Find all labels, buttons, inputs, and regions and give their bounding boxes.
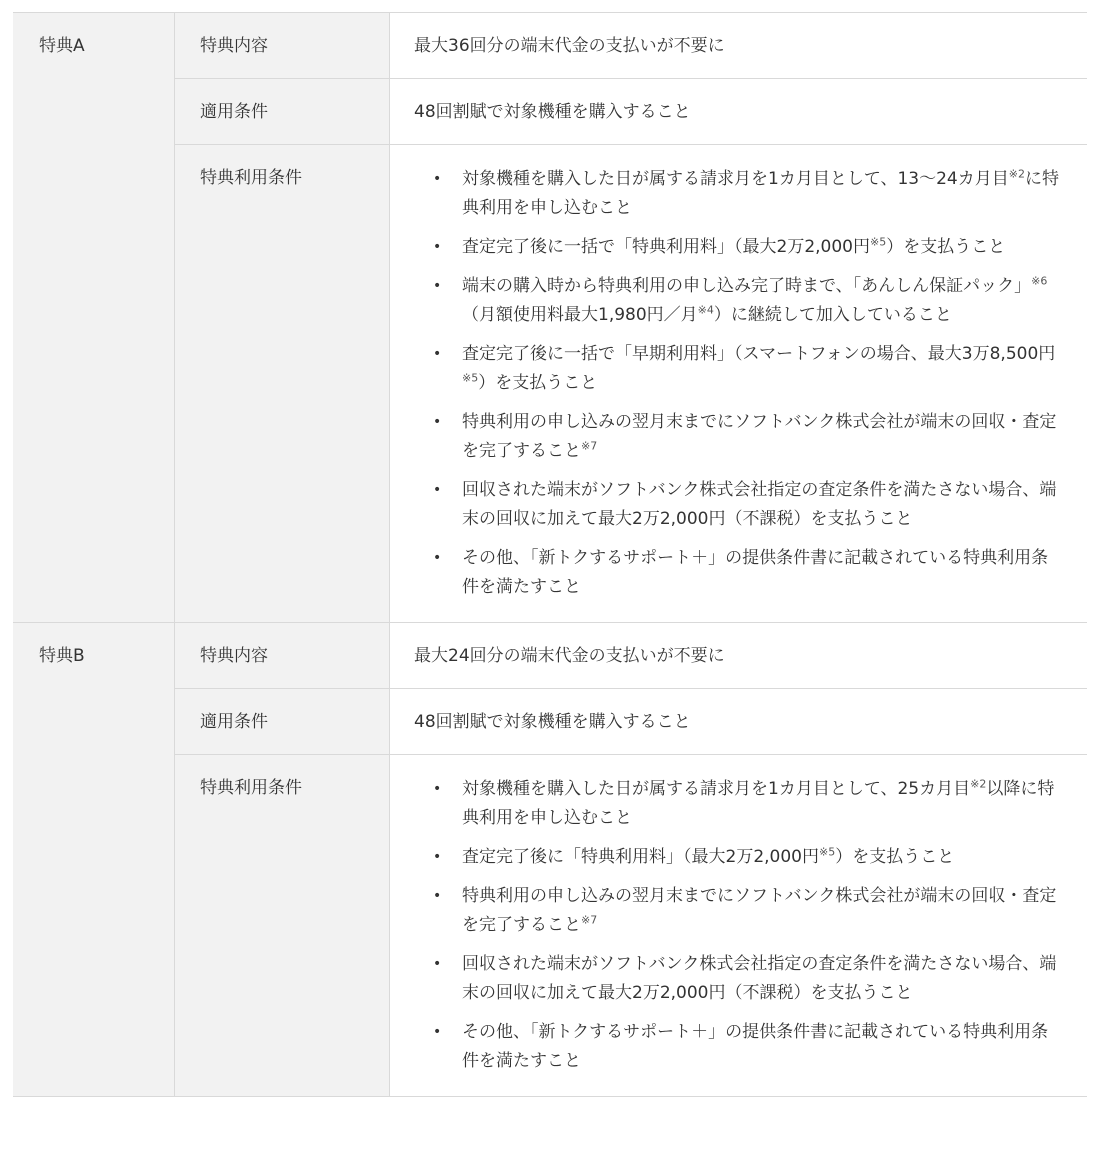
list-item-text: 特典利用の申し込みの翌月末までにソフトバンク株式会社が端末の回収・査定を完了すること (462, 412, 1057, 461)
list-item-text: ）を支払うこと (835, 847, 955, 867)
list-item-text: 対象機種を購入した日が属する請求月を1カ月目として、25カ月目 (462, 779, 971, 799)
row-label: 特典内容 (175, 13, 390, 78)
list-item-text: （月額使用料最大1,980円／月 (462, 305, 698, 325)
list-item (414, 882, 1063, 940)
usage-condition-list (414, 775, 1063, 1076)
list-item (414, 272, 1063, 330)
list-item-text: ）を支払うこと (886, 237, 1006, 257)
list-item-text: 査定完了後に一括で「早期利用料」（スマートフォンの場合、最大3万8,500円 (462, 344, 1056, 364)
list-item-text: 特典利用の申し込みの翌月末までにソフトバンク株式会社が端末の回収・査定を完了すること (462, 886, 1057, 935)
list-item (414, 233, 1063, 262)
row-value (390, 755, 1087, 1096)
list-item-text: その他、「新トクするサポート＋」の提供条件書に記載されている特典利用条件を満たすこと (462, 1022, 1049, 1071)
usage-condition-row (175, 755, 1087, 1096)
list-item-text: 査定完了後に「特典利用料」（最大2万2,000円 (462, 847, 819, 867)
row-label: 特典利用条件 (175, 755, 390, 1096)
list-item (414, 843, 1063, 872)
usage-condition-row (175, 145, 1087, 622)
list-item-text: ）を支払うこと (478, 373, 598, 393)
footnote-ref: ※7 (581, 439, 598, 453)
row-value: 48回割賦で対象機種を購入すること (414, 102, 691, 122)
list-item (414, 340, 1063, 398)
list-item-text: 対象機種を購入した日が属する請求月を1カ月目として、13〜24カ月目 (462, 169, 1009, 189)
list-item-text: 以降に特典利用を申し込むこと (462, 779, 1055, 828)
footnote-ref: ※5 (462, 371, 479, 385)
row-label: 特典内容 (175, 623, 390, 688)
apply-condition-row (175, 689, 1087, 755)
footnote-ref: ※5 (818, 845, 836, 859)
benefit-group-b (13, 623, 1087, 1096)
benefit-group-label: 特典A (13, 13, 175, 622)
row-label: 適用条件 (175, 79, 390, 144)
list-item (414, 476, 1063, 534)
list-item (414, 408, 1063, 466)
list-item (414, 1018, 1063, 1076)
benefit-content-row (175, 623, 1087, 689)
list-item-text: ）に継続して加入していること (713, 305, 952, 325)
footnote-ref: ※5 (869, 235, 887, 249)
row-value: 最大36回分の端末代金の支払いが不要に (414, 36, 725, 56)
list-item-text: に特典利用を申し込むこと (462, 169, 1059, 218)
apply-condition-row (175, 79, 1087, 145)
row-value (390, 145, 1087, 622)
footnote-ref: ※7 (581, 913, 598, 927)
list-item-text: 端末の購入時から特典利用の申し込み完了時まで、「あんしん保証パック」 (462, 276, 1032, 296)
list-item (414, 165, 1063, 223)
footnote-ref: ※2 (1008, 167, 1025, 181)
footnote-ref: ※4 (697, 303, 714, 317)
benefit-content-row (175, 13, 1087, 79)
benefit-group-a (13, 13, 1087, 623)
list-item (414, 544, 1063, 602)
usage-condition-list (414, 165, 1063, 602)
list-item (414, 950, 1063, 1008)
row-label: 適用条件 (175, 689, 390, 754)
footnote-ref: ※2 (970, 777, 987, 791)
footnote-ref: ※6 (1031, 274, 1048, 288)
list-item-text: その他、「新トクするサポート＋」の提供条件書に記載されている特典利用条件を満たすこと (462, 548, 1049, 597)
list-item (414, 775, 1063, 833)
list-item-text: 回収された端末がソフトバンク株式会社指定の査定条件を満たさない場合、端末の回収に加えて最大2万2,000円（不課税）を支払うこと (462, 480, 1057, 529)
benefit-group-label: 特典B (13, 623, 175, 1096)
row-value: 最大24回分の端末代金の支払いが不要に (414, 646, 725, 666)
row-value: 48回割賦で対象機種を購入すること (414, 712, 691, 732)
list-item-text: 査定完了後に一括で「特典利用料」（最大2万2,000円 (462, 237, 870, 257)
list-item-text: 回収された端末がソフトバンク株式会社指定の査定条件を満たさない場合、端末の回収に加えて最大2万2,000円（不課税）を支払うこと (462, 954, 1057, 1003)
row-label: 特典利用条件 (175, 145, 390, 622)
benefits-table (13, 12, 1087, 1097)
